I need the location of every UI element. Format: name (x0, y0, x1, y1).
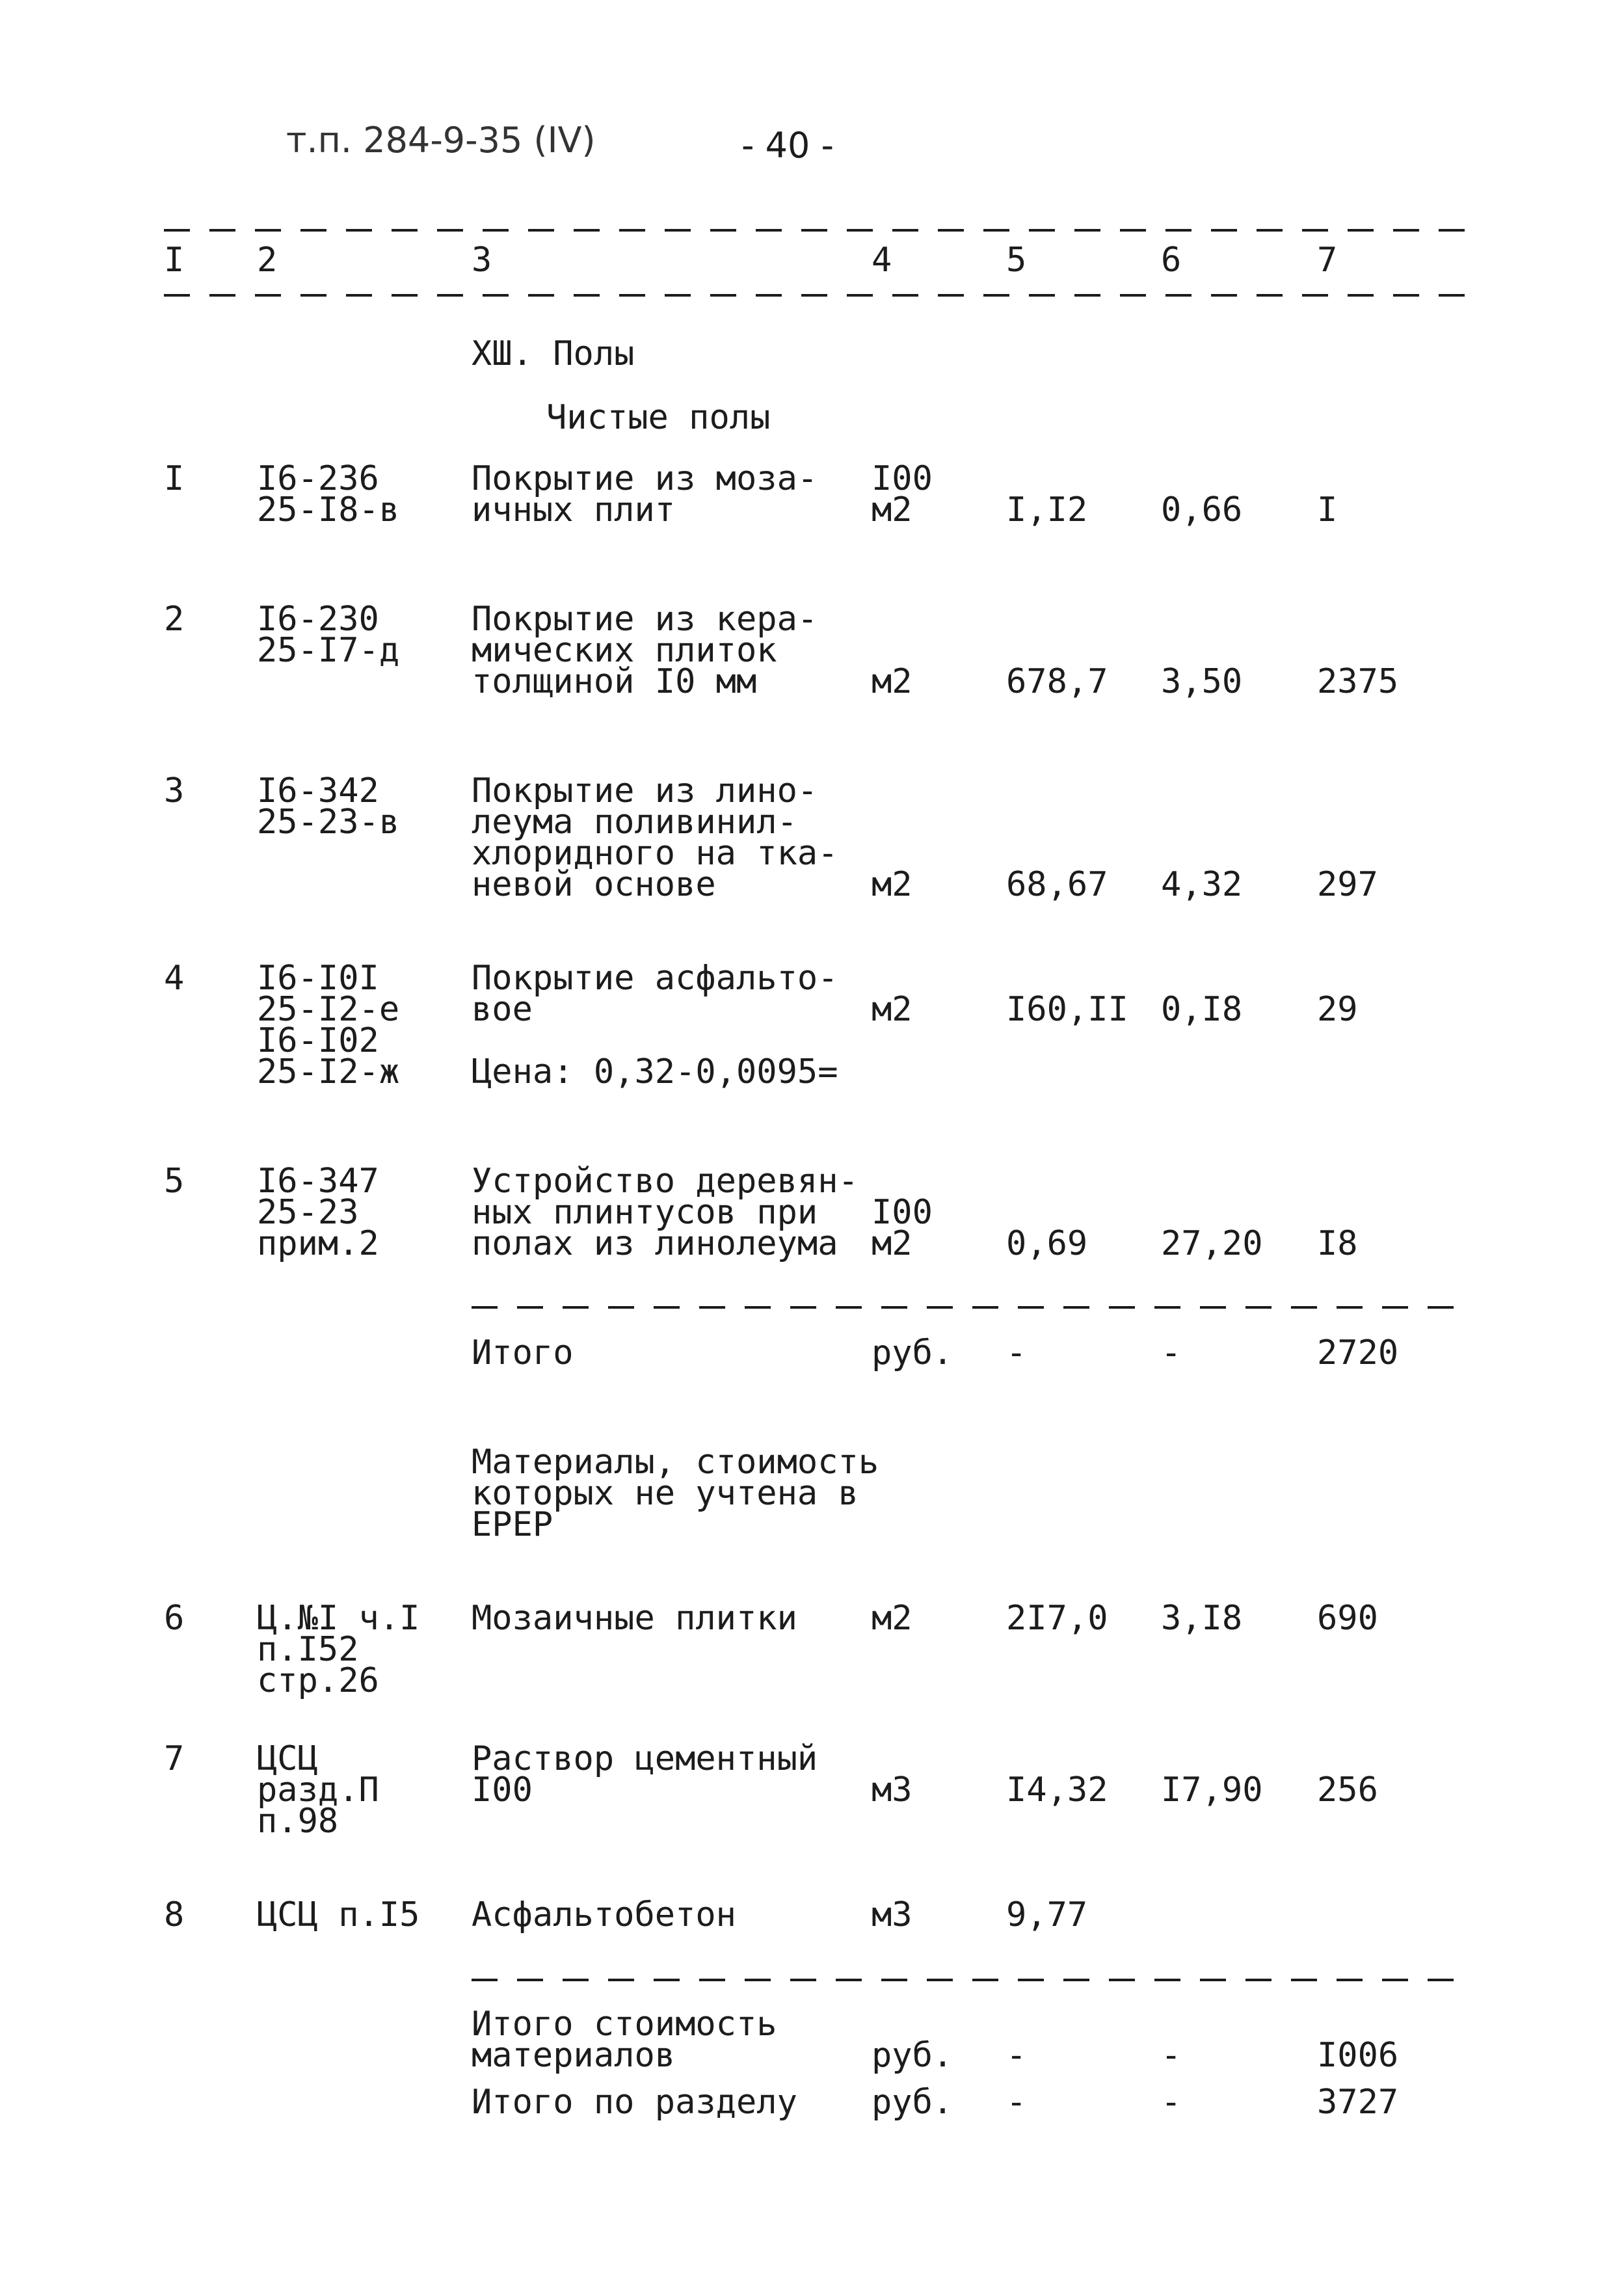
subtotal-price: - (1161, 1333, 1182, 1372)
row-description: Мозаичные плитки (472, 1599, 797, 1638)
document-code: т.п. 284-9-35 (IV) (286, 120, 596, 161)
row-description: Покрытие из лино- леума поливинил- хлоридного на тка- невой основе (472, 771, 838, 904)
subsection-title: Чистые полы (546, 398, 771, 437)
row-code: ЦСЦ п.I5 (257, 1895, 420, 1934)
row-quantity: 678,7 (1006, 662, 1108, 701)
row-number: 2 (164, 600, 185, 639)
row-price: 0,I8 (1161, 990, 1243, 1029)
row-code: I6-230 25-I7-д (257, 600, 400, 670)
totals-rule (472, 1979, 1470, 1981)
row-price: 3,I8 (1161, 1599, 1243, 1638)
row-price: 3,50 (1161, 662, 1243, 701)
row-total: I8 (1317, 1224, 1358, 1263)
totals-label: Итого стоимость материалов (472, 2005, 777, 2075)
column-number: 4 (872, 241, 892, 280)
row-total: 29 (1317, 990, 1358, 1029)
totals-unit: руб. (872, 2083, 953, 2122)
subtotal-unit: руб. (872, 1333, 953, 1372)
row-description: Устройство деревян- ных плинтусов при полах из линолеума (472, 1162, 859, 1263)
row-unit: I00 м2 (872, 1193, 933, 1263)
row-number: 3 (164, 771, 185, 810)
table-header-rule (164, 294, 1470, 297)
row-price-note: Цена: 0,32-0,0095= (472, 1052, 838, 1091)
subtotal-quantity: - (1006, 1333, 1027, 1372)
row-number: 7 (164, 1739, 185, 1778)
row-total: 256 (1317, 1771, 1378, 1810)
row-total: 2375 (1317, 662, 1399, 701)
row-price: I7,90 (1161, 1771, 1263, 1810)
row-description: Покрытие асфальто- вое (472, 959, 838, 1029)
column-number: 3 (472, 241, 492, 280)
row-total: 297 (1317, 865, 1378, 904)
table-top-rule (164, 229, 1470, 232)
row-description: Асфальтобетон (472, 1895, 736, 1934)
row-code: I6-236 25-I8-в (257, 459, 400, 529)
row-number: 6 (164, 1599, 185, 1638)
row-price: 0,66 (1161, 490, 1243, 529)
row-quantity: 9,77 (1006, 1895, 1088, 1934)
totals-total: I006 (1317, 2036, 1399, 2075)
totals-unit: руб. (872, 2036, 953, 2075)
totals-quantity: - (1006, 2083, 1027, 2122)
row-code: I6-I0I 25-I2-е I6-I02 25-I2-ж (257, 959, 400, 1091)
row-price: 4,32 (1161, 865, 1243, 904)
row-unit: м3 (872, 1895, 912, 1934)
row-unit: м3 (872, 1771, 912, 1810)
row-description: Покрытие из кера- мических плиток толщиной I0 мм (472, 600, 818, 701)
totals-price: - (1161, 2036, 1182, 2075)
page-number: - 40 - (741, 125, 834, 166)
totals-quantity: - (1006, 2036, 1027, 2075)
row-quantity: I60,II (1006, 990, 1128, 1029)
subtotal-rule (472, 1306, 1470, 1309)
row-code: ЦСЦ разд.П п.98 (257, 1739, 379, 1841)
row-unit: I00 м2 (872, 459, 933, 529)
row-unit: м2 (872, 1599, 912, 1638)
column-number: 6 (1161, 241, 1182, 280)
row-unit: м2 (872, 990, 912, 1029)
totals-price: - (1161, 2083, 1182, 2122)
row-number: 4 (164, 959, 185, 998)
row-quantity: I4,32 (1006, 1771, 1108, 1810)
row-quantity: 0,69 (1006, 1224, 1088, 1263)
row-unit: м2 (872, 865, 912, 904)
subtotal-total: 2720 (1317, 1333, 1399, 1372)
row-code: Ц.№I ч.I п.I52 стр.26 (257, 1599, 420, 1700)
materials-title: Материалы, стоимость которых не учтена в ЕРЕР (472, 1443, 879, 1544)
totals-total: 3727 (1317, 2083, 1399, 2122)
column-number: 2 (257, 241, 278, 280)
row-number: 8 (164, 1895, 185, 1934)
column-number: I (164, 241, 185, 280)
row-description: Покрытие из моза- ичных плит (472, 459, 818, 529)
row-number: I (164, 459, 185, 498)
row-quantity: I,I2 (1006, 490, 1088, 529)
row-price: 27,20 (1161, 1224, 1263, 1263)
column-number: 7 (1317, 241, 1338, 280)
row-total: I (1317, 490, 1338, 529)
totals-label: Итого по разделу (472, 2083, 797, 2122)
subtotal-label: Итого (472, 1333, 574, 1372)
row-total: 690 (1317, 1599, 1378, 1638)
row-number: 5 (164, 1162, 185, 1201)
row-quantity: 2I7,0 (1006, 1599, 1108, 1638)
section-title: ХШ. Полы (472, 334, 635, 373)
row-code: I6-342 25-23-в (257, 771, 400, 842)
row-quantity: 68,67 (1006, 865, 1108, 904)
row-unit: м2 (872, 662, 912, 701)
column-number: 5 (1006, 241, 1027, 280)
row-code: I6-347 25-23 прим.2 (257, 1162, 379, 1263)
row-description: Раствор цементный I00 (472, 1739, 818, 1810)
